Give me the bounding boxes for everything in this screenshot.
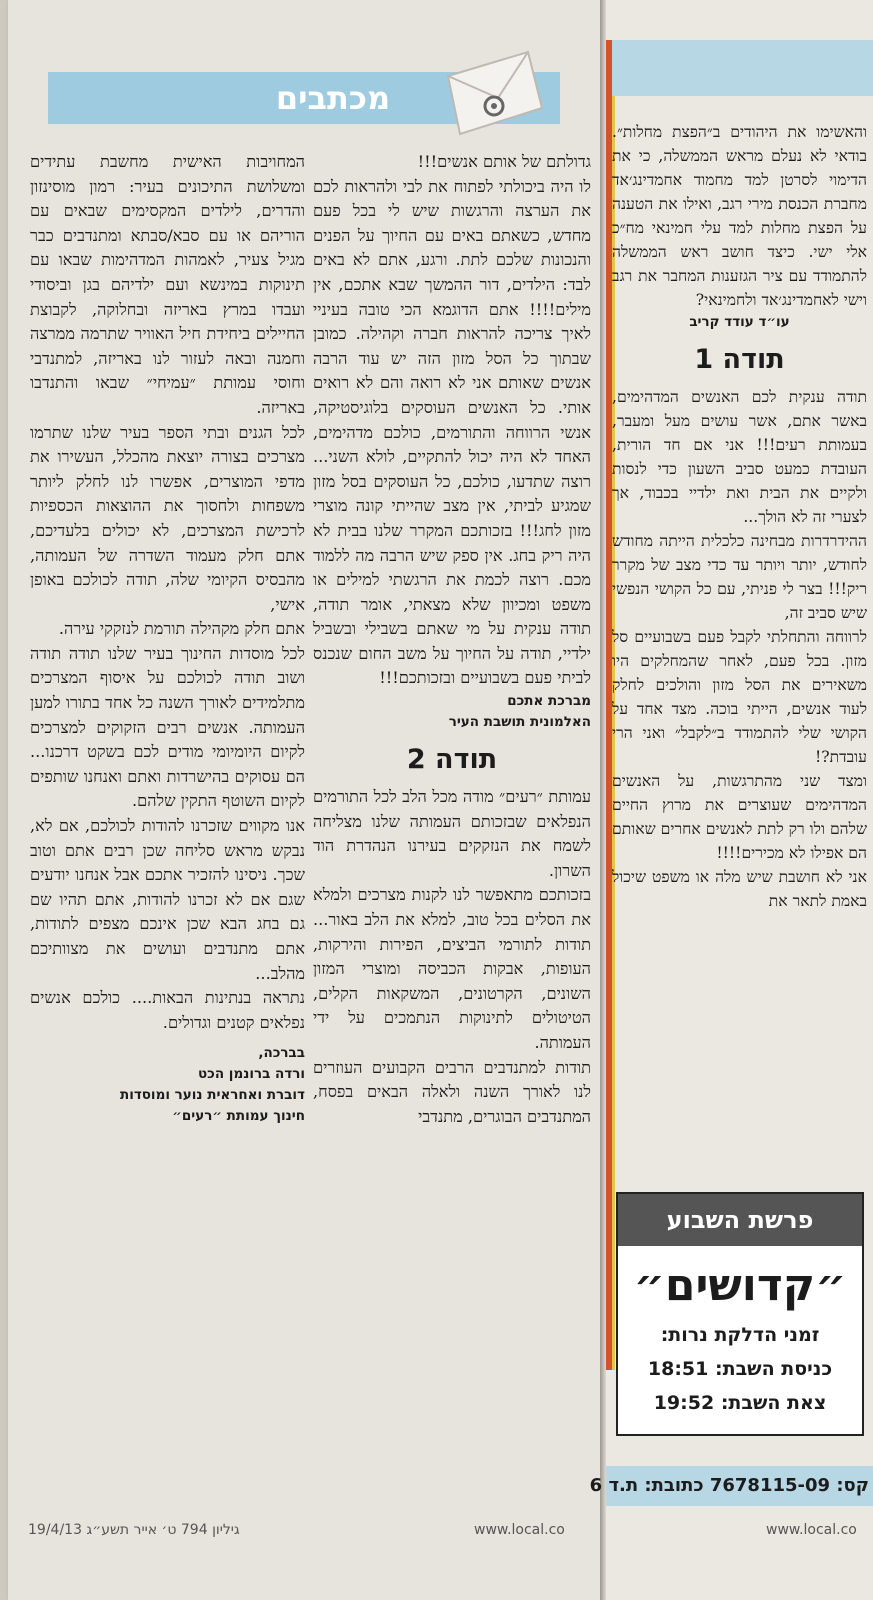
envelope-icon xyxy=(442,48,548,136)
paragraph: תודה ענקית לכם האנשים המדהימים, באשר אתם, אשר עושים מעל ומעבר, בעמותת רעים!!! אני אם חד הורית, העובדת כמעט סביב השעון כדי לנסות ולקיים את הבית ואת ילדיי בכבוד, אך לצערי זה לא הולך... xyxy=(612,388,867,526)
paragraph: גדולתם של אותם אנשים!!! xyxy=(417,152,591,171)
paragraph: לו היה ביכולתי לפתוח את לבי ולהראות לכם את הערצה והרגשות שיש לי בכל פעם מחדש, כשאתם באים עם החיוך על הפנים והנכונות שלכם לתת. ורגע, אתם לא באים לבד: הילדים, דור ההמשך שבא אתכם, אין מילים!!!! אתם הדוגמא הכי טובה בעיניי לאיך צריכה להראות חברה וקהילה. כמובן שבתוך כל הסל מזון הזה יש עוד הרבה אנשים שאותם אני לא רואה והם לא רואים אותי. כל האנשים העוסקים בלוגיסטיקה, אנשי הרווחה והתורמים, כולכם מדהימים, האחד לא היה יכול להתקיים, לולא השני... רוצה שתדעו, כולכם, כל העוסקים בסל מזון שמגיע לביתי, אין מצב שהייתי קונה מוצרי מזון לחג!!! בזכותכם המקרר שלנו בבית לא היה ריק בחג. אין ספק שיש הרבה מה ללמוד מכם. רוצה לכמת את הרגשתי למילים או משפט ומכיוון שלא מצאתי, אומר תודה, תודה ענקית על מי שאתם בשבילי ובשביל ילדיי, תודה על החיוך על משב החום שנכנס לביתי פעם בשבועיים ובזכותכם!!! xyxy=(313,176,591,688)
signature-line: בברכה, xyxy=(258,1045,305,1062)
parasha-box xyxy=(616,1192,864,1436)
site-url: www.local.co xyxy=(766,1522,857,1538)
contact-bar: קס: 7678115-09 כתובת: ת.ד 6 xyxy=(606,1466,873,1506)
signature: עו״ד עודד קריב xyxy=(689,314,790,330)
top-bar xyxy=(606,40,873,96)
signature-line: מברכת אתכם xyxy=(507,693,591,710)
paragraph: בזכותכם מתאפשר לנו לקנות מצרכים ולמלא את הסלים בכל טוב, למלא את הלב באור... תודות לתורמי הביצים, הפירות והירקות, העופות, אבקות הכביסה ומוצרי המזון השונים, הקרטונים, המשקאות הקלים, הטיטולים לתינוקות הנתמכים על ידי העמותה. xyxy=(313,885,591,1052)
column-thanks-1 xyxy=(612,120,867,913)
paragraph: נתראה בנתינות הבאות.... כולכם אנשים נפלאים קטנים וגדולים. xyxy=(30,988,305,1032)
column-thanks-2-continued xyxy=(30,150,305,1127)
signature-line: ורדה ברונמן הכט xyxy=(198,1066,305,1083)
paragraph: לכל הגנים ובתי הספר בעיר שלנו שתרמו מצרכים בצורה יוצאת מהכלל, העשירו את מדפי המוצרים, אפשרו לנו לחלק ליותר משפחות ולחסוך את ההוצאות הכספיות לרכישת המצרכים, לא יכולים בלעדיכם, אתם חלק מעמוד השדרה של העמותה, מהבסיס הקיומי שלה, תודה לכולכם באופן אישי, xyxy=(30,422,305,614)
shabbat-exit xyxy=(618,1386,862,1420)
shabbat-entry xyxy=(618,1352,862,1386)
exit-label: צאת השבת: xyxy=(720,1392,827,1414)
signature-line: חינוך עמותת ״רעים״ xyxy=(172,1108,305,1125)
paragraph: ההידרדרות מבחינה כלכלית הייתה מחודש לחודש, יותר ויותר עד כדי מצב של מקרר ריק!!! בצר לי פניתי, עם כל הקושי הנפשי שיש סביב זה, xyxy=(612,532,867,622)
paragraph: עמותת ״רעים״ מודה מכל הלב לכל התורמים הנפלאים שבזכותם העמותה שלנו מצליחה לשמח את הנזקקים בעירנו הנהדרת הוד השרון. xyxy=(313,787,591,880)
signature xyxy=(313,691,591,733)
paragraph: תודות למתנדבים הרבים הקבועים העוזרים לנו לאורך השנה ולאלה הבאים בפסח, המתנדבים הבוגרים, מתנדבי xyxy=(313,1057,591,1126)
parasha-name: ״קדושים״ xyxy=(633,1260,847,1311)
signature-line: דוברת ואחראית נוער ומוסדות xyxy=(119,1087,305,1104)
paragraph: אתם חלק מקהילה תורמת לנזקקי עירה. xyxy=(58,619,305,639)
entry-time: 18:51 xyxy=(647,1358,709,1380)
issue-info: גיליון 794 ט׳ אייר תשע״ג 19/4/13 xyxy=(28,1522,240,1538)
section-title: מכתבים xyxy=(275,79,391,117)
candle-lighting-label: זמני הדלקת נרות: xyxy=(660,1324,820,1346)
paragraph: והאשימו את היהודים ב״הפצת מחלות״. בודאי לא נעלם מראש הממשלה, כי את הדימוי לסרטן למד מחמוד אחמדינג׳אד מחברת הכנסת מירי רגב, ואילו את הטענה על הפצת מחלות למד עלי חמינאי מח״כ אלי ישי. כיצד חושב ראש הממשלה להתמודד עם ציר הגזענות המחבר את רגב וישי לאחמדינג׳אד ולחמינאי? xyxy=(612,123,867,309)
subheading-thanks-1: תודה 1 xyxy=(694,344,785,375)
paragraph: לרווחה והתחלתי לקבל פעם בשבועיים סל מזון. בכל פעם, לאחר שהמחלקים היו משאירים את הסל מזון והולכים לחלק לעוד אנשים, הייתי בוכה. מצד אחד על הקושי שלי להתמודד ב״לקבל״ ואני הרי עובדת?! xyxy=(612,628,867,766)
opinion-page xyxy=(589,0,873,1600)
entry-label: כניסת השבת: xyxy=(715,1358,833,1380)
paragraph: המחויבות האישית מחשבת עתידים ומשלושת התיכונים בעיר: רמון מוסינזון והדרים, לילדים המקסימים שבאים עם הוריהם או עם סבא/סבתא ומתנדבים כבר מגיל צעיר, לאמהות המדהימות שבאו עם תינוקות במינשא ועם ילדיהם בגן וביסודי ועבדו במרץ באריזה ובחלוקה, לקבוצת החיילים ביחידת חיל האוויר שתרמה ממרצה וחמנה ובאה לעזור לנו באריזה, למתנדבי וחוסי עמותת ״עמיחי״ שבאו והתנדבו באריזה. xyxy=(30,152,305,417)
site-url: www.local.co xyxy=(474,1522,565,1538)
exit-time: 19:52 xyxy=(653,1392,715,1414)
paragraph: ומצד שני מהתרגשות, על האנשים המדהימים שעוצרים את מרוץ החיים שלהם ולו רק לתת לאנשים אחרים שאותם הם אפילו לא מכירים!!!! xyxy=(612,772,867,862)
paragraph: אנו מקווים שזכרנו להודות לכולכם, אם לא, נבקש מראש סליחה שכן רבים אתם וטוב שכך. ניסינו להזכיר אתכם אבל אנחנו יודעים שגם אם לא זכרנו להודות, אתם תהיו שם גם בחג הבא שכן אינכם מצפים לתודות, אתם מתנדבים ועושים את מצוותיכם מהלב... xyxy=(30,816,305,983)
column-thanks-continued xyxy=(313,150,591,1129)
signature-line: האלמונית תושבת העיר xyxy=(448,714,591,731)
letters-page xyxy=(8,0,600,1600)
signature xyxy=(30,1043,305,1127)
paragraph: לכל מוסדות החינוך בעיר שלנו תודה תודה ושוב תודה לכולכם על איסוף המצרכים מתלמידים לאורך השנה כל אחד בתורו למען העמותה. אנשים רבים הזקוקים למצרכים לקיום היומיומי מודים לכם בשקט דרכנו... הם עסוקים בהישרדות ואתם ואנחנו שותפים לקיום השוטף התקין שלהם. xyxy=(30,643,305,811)
parasha-label: פרשת השבוע xyxy=(618,1194,862,1246)
paragraph: אני לא חושבת שיש מלה או משפט שיכול באמת לתאר את xyxy=(612,868,867,910)
subheading-thanks-2: תודה 2 xyxy=(406,744,498,776)
